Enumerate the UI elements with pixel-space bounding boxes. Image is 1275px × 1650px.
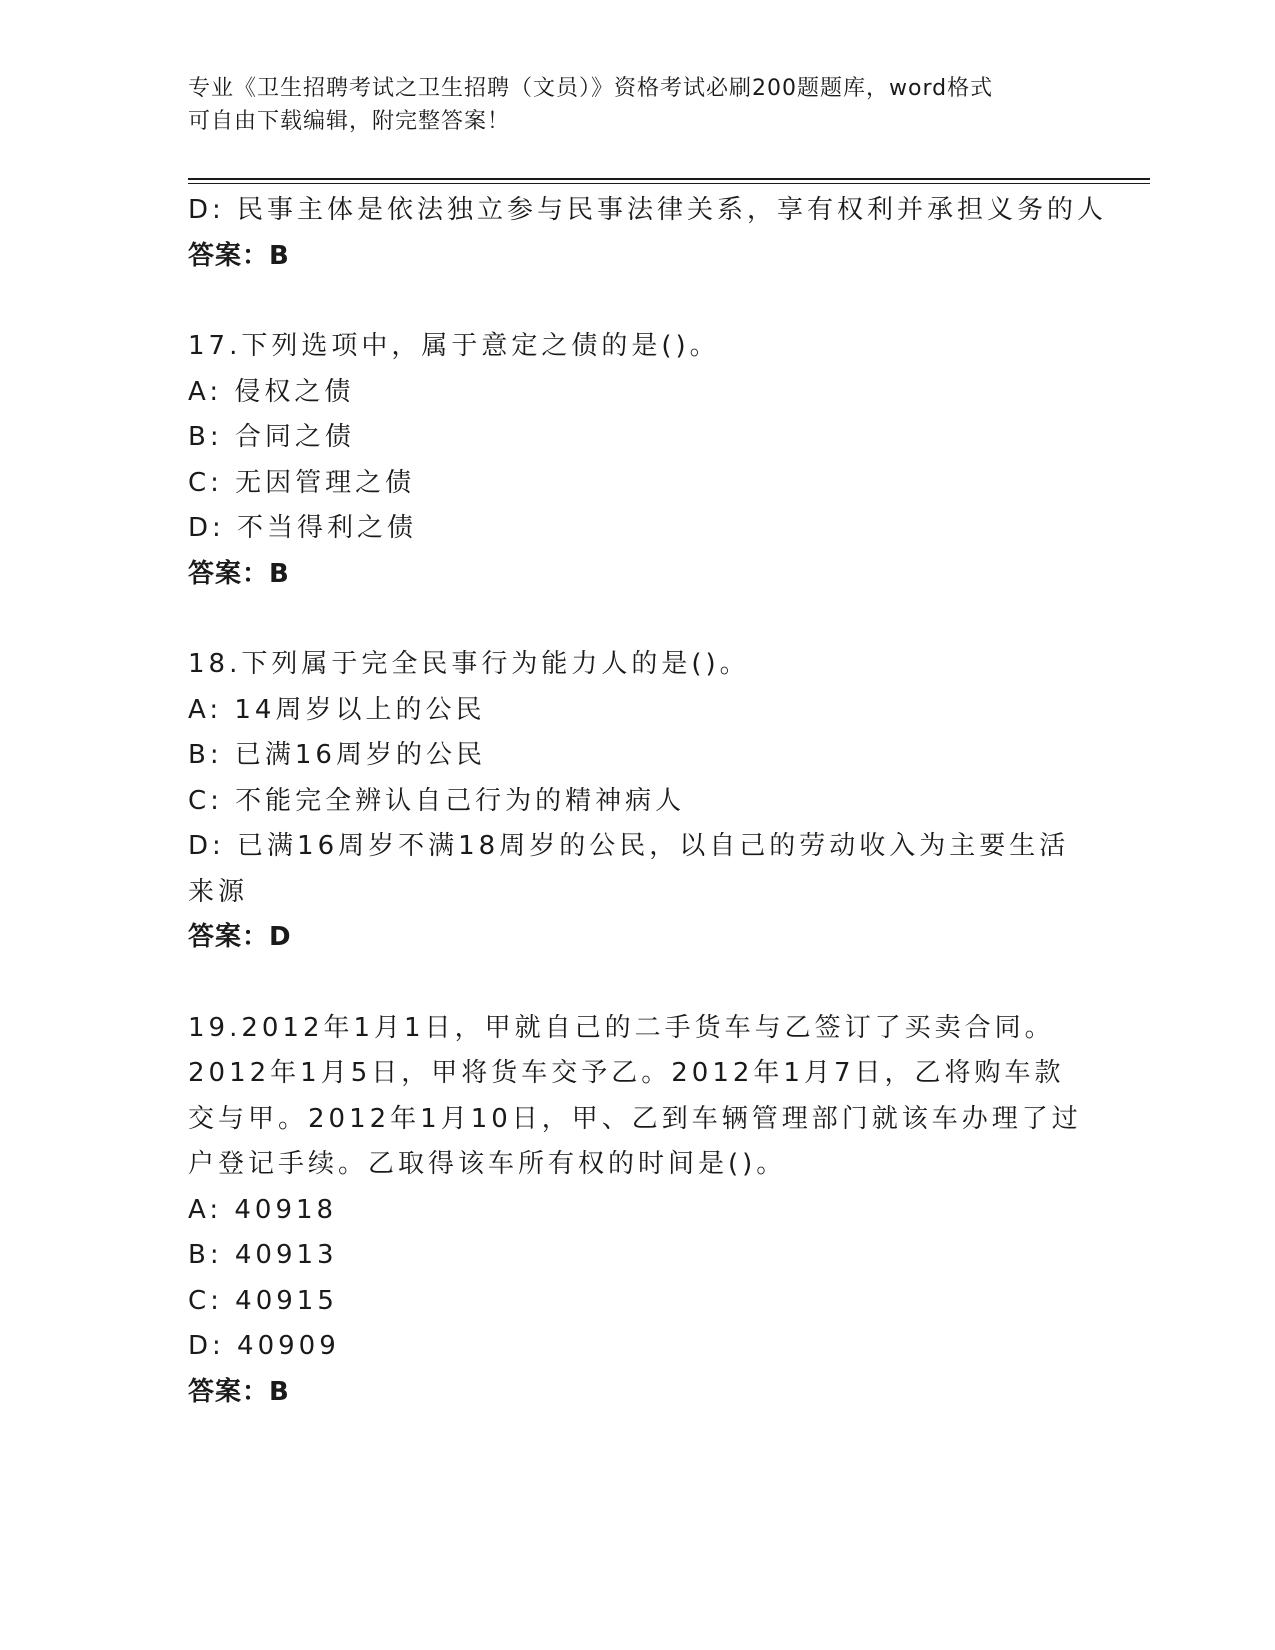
option-b: B: 40913 bbox=[188, 1240, 338, 1270]
option-d: D: 40909 bbox=[188, 1331, 340, 1361]
question-stem: 17.下列选项中，属于意定之债的是()。 bbox=[188, 331, 720, 361]
option-c: C: 不能完全辨认自己行为的精神病人 bbox=[188, 785, 686, 816]
option-d: D: 已满16周岁不满18周岁的公民，以自己的劳动收入为主要生活来源 bbox=[188, 831, 1070, 907]
spacer bbox=[188, 597, 1088, 642]
option-d: D: 民事主体是依法独立参与民事法律关系，享有权利并承担义务的人 bbox=[188, 195, 1108, 225]
prev-question-tail bbox=[188, 188, 1108, 279]
question-19 bbox=[188, 1006, 1088, 1416]
option-b: B: 合同之债 bbox=[188, 422, 355, 452]
option-c: C: 40915 bbox=[188, 1285, 338, 1316]
answer-line: 答案：B bbox=[188, 558, 290, 589]
header-divider-thick bbox=[188, 178, 1150, 180]
question-17 bbox=[188, 324, 1088, 597]
spacer bbox=[188, 961, 1088, 1006]
option-c: C: 无因管理之债 bbox=[188, 467, 416, 498]
document-header bbox=[188, 72, 1068, 138]
header-line-1: 专业《卫生招聘考试之卫生招聘（文员）》资格考试必刷200题题库，word格式 bbox=[188, 76, 994, 101]
option-d: D: 不当得利之债 bbox=[188, 513, 418, 543]
option-a: A: 侵权之债 bbox=[188, 376, 355, 407]
question-stem: 19.2012年1月1日，甲就自己的二手货车与乙签订了买卖合同。2012年1月5日，甲将货车交予乙。2012年1月7日，乙将购车款交与甲。2012年1月10日，甲、乙到车辆管理部门就该车办理了过户登记手续。乙取得该车所有权的时间是()。 bbox=[188, 1012, 1082, 1179]
answer-line: 答案：D bbox=[188, 922, 292, 952]
option-a: A: 14周岁以上的公民 bbox=[188, 694, 486, 725]
option-a: A: 40918 bbox=[188, 1194, 338, 1225]
spacer bbox=[188, 279, 1088, 324]
answer-line: 答案：B bbox=[188, 240, 290, 271]
question-stem: 18.下列属于完全民事行为能力人的是()。 bbox=[188, 649, 750, 679]
header-divider-thin bbox=[188, 183, 1150, 184]
document-body bbox=[188, 188, 1108, 1415]
option-b: B: 已满16周岁的公民 bbox=[188, 740, 486, 770]
header-line-2: 可自由下载编辑，附完整答案！ bbox=[188, 109, 511, 134]
question-18 bbox=[188, 642, 1088, 961]
answer-line: 答案：B bbox=[188, 1376, 290, 1407]
